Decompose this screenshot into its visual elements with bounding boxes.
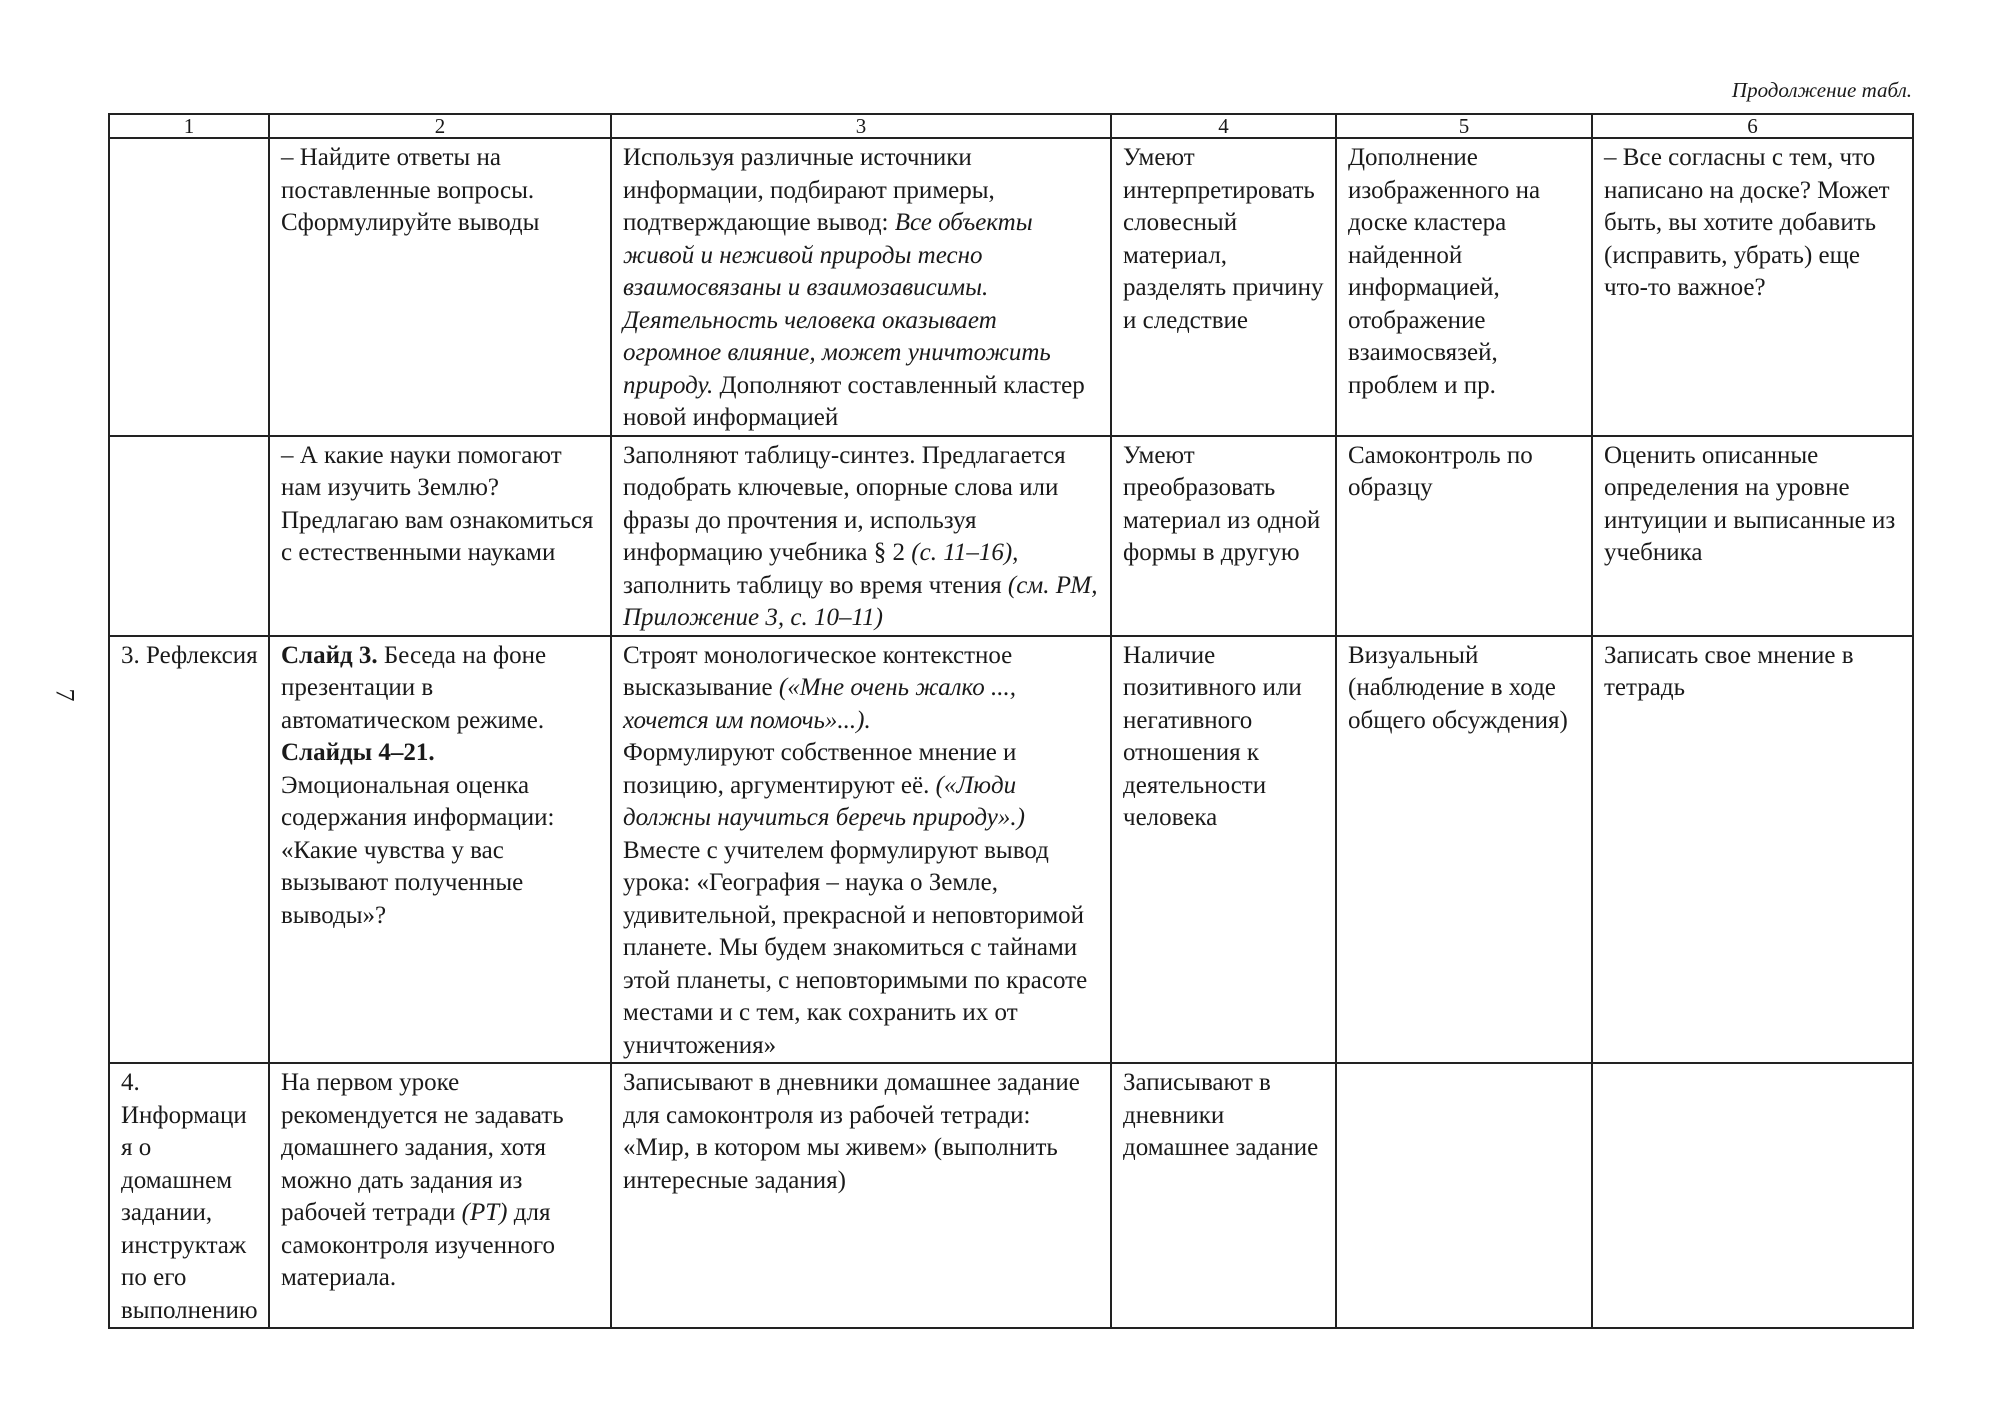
table-caption: Продолжение табл. xyxy=(1731,78,1912,102)
cell-teacher-activity: – Найдите ответы на поставленные вопросы. Сформулируйте выводы xyxy=(269,138,611,436)
cell-control: Визуальный (наблюдение в ходе общего обсуждения) xyxy=(1336,636,1592,1064)
cell-skills: Умеют преобразовать материал из одной формы в другую xyxy=(1111,436,1336,636)
column-header: 3 xyxy=(611,114,1111,138)
column-header: 5 xyxy=(1336,114,1592,138)
lesson-plan-table xyxy=(108,113,1914,1329)
italic-text: (с. 11–16), xyxy=(911,539,1019,566)
italic-text: («Мне очень жалко ..., хочется им помочь»...). xyxy=(623,674,1017,734)
cell-stage xyxy=(109,436,269,636)
text: для самоконтроля изученного материала. xyxy=(281,1199,555,1291)
cell-control xyxy=(1336,1063,1592,1328)
text: Используя различные источники информации, подбирают примеры, подтверждающие вывод: xyxy=(623,144,995,236)
cell-stage: 3. Рефлексия xyxy=(109,636,269,1064)
text: Заполняют таблицу-синтез. Предлагается подобрать ключевые, опорные слова или фразы до прочтения и, используя информацию учебника § 2 xyxy=(623,441,1066,566)
cell-stage: 4. Информация о домашнем задании, инструктаж по его выполнению xyxy=(109,1063,269,1328)
italic-text: Все объекты живой и неживой природы тесно взаимосвязаны и взаимозависимы. Деятельность человека оказывает огромное влияние, может уничтожить природу. xyxy=(623,209,1051,399)
column-header: 1 xyxy=(109,114,269,138)
cell-control: Дополнение изображенного на доске кластера найденной информацией, отображение взаимосвязей, проблем и пр. xyxy=(1336,138,1592,436)
text: Эмоциональная оценка содержания информации: «Какие чувства у вас вызывают полученные выводы»? xyxy=(281,771,555,929)
italic-text: (РТ) xyxy=(461,1199,508,1226)
cell-student-activity: Записывают в дневники домашнее задание для самоконтроля из рабочей тетради: «Мир, в котором мы живем» (выполнить интересные задания) xyxy=(611,1063,1111,1328)
italic-text: («Люди должны научиться беречь природу».) xyxy=(623,771,1025,831)
cell-control: Самоконтроль по образцу xyxy=(1336,436,1592,636)
text: Формулируют собственное мнение и позицию, аргументируют её. xyxy=(623,739,1017,799)
cell-student-activity xyxy=(611,436,1111,636)
cell-tasks xyxy=(1592,1063,1913,1328)
cell-teacher-activity xyxy=(269,1063,611,1328)
text: Дополняют составленный кластер новой информацией xyxy=(623,371,1085,431)
text: заполнить таблицу во время чтения xyxy=(623,571,1008,599)
cell-teacher-activity xyxy=(269,636,611,1064)
bold-text: Слайды 4–21. xyxy=(281,739,435,766)
text: Строят монологическое контекстное высказывание xyxy=(623,641,1013,701)
text: На первом уроке рекомендуется не задавать домашнего задания, хотя можно дать задания из рабочей тетради xyxy=(281,1069,564,1226)
column-header: 4 xyxy=(1111,114,1336,138)
cell-student-activity xyxy=(611,138,1111,436)
table-row xyxy=(109,138,1913,436)
cell-tasks: Оценить описанные определения на уровне интуиции и выписанные из учебника xyxy=(1592,436,1913,636)
cell-skills: Умеют интерпретировать словесный материал, разделять причину и следствие xyxy=(1111,138,1336,436)
table-row xyxy=(109,436,1913,636)
table-row xyxy=(109,636,1913,1064)
cell-stage xyxy=(109,138,269,436)
cell-skills: Записывают в дневники домашнее задание xyxy=(1111,1063,1336,1328)
cell-skills: Наличие позитивного или негативного отношения к деятельности человека xyxy=(1111,636,1336,1064)
column-header: 2 xyxy=(269,114,611,138)
column-header: 6 xyxy=(1592,114,1913,138)
header-row xyxy=(109,114,1913,138)
italic-text: (см. РМ, Приложение 3, с. 10–11) xyxy=(623,571,1098,631)
text: Беседа на фоне презентации в автоматическом режиме. xyxy=(281,641,547,734)
table-row xyxy=(109,1063,1913,1328)
cell-tasks: – Все согласны с тем, что написано на доске? Может быть, вы хотите добавить (исправить, убрать) еще что-то важное? xyxy=(1592,138,1913,436)
bold-text: Слайд 3. xyxy=(281,641,378,669)
cell-tasks: Записать свое мнение в тетрадь xyxy=(1592,636,1913,1064)
text: Вместе с учителем формулируют вывод урока: «География – наука о Земле, удивительной, прекрасной и неповторимой планете. Мы будем знакомиться с тайнами этой планеты, с неповторимыми по красоте местами и с тем, как сохранить их от уничтожения» xyxy=(623,836,1088,1059)
page-number: 7 xyxy=(50,688,80,702)
cell-teacher-activity: – А какие науки помогают нам изучить Землю? Предлагаю вам ознакомиться с естественными науками xyxy=(269,436,611,636)
cell-student-activity xyxy=(611,636,1111,1064)
